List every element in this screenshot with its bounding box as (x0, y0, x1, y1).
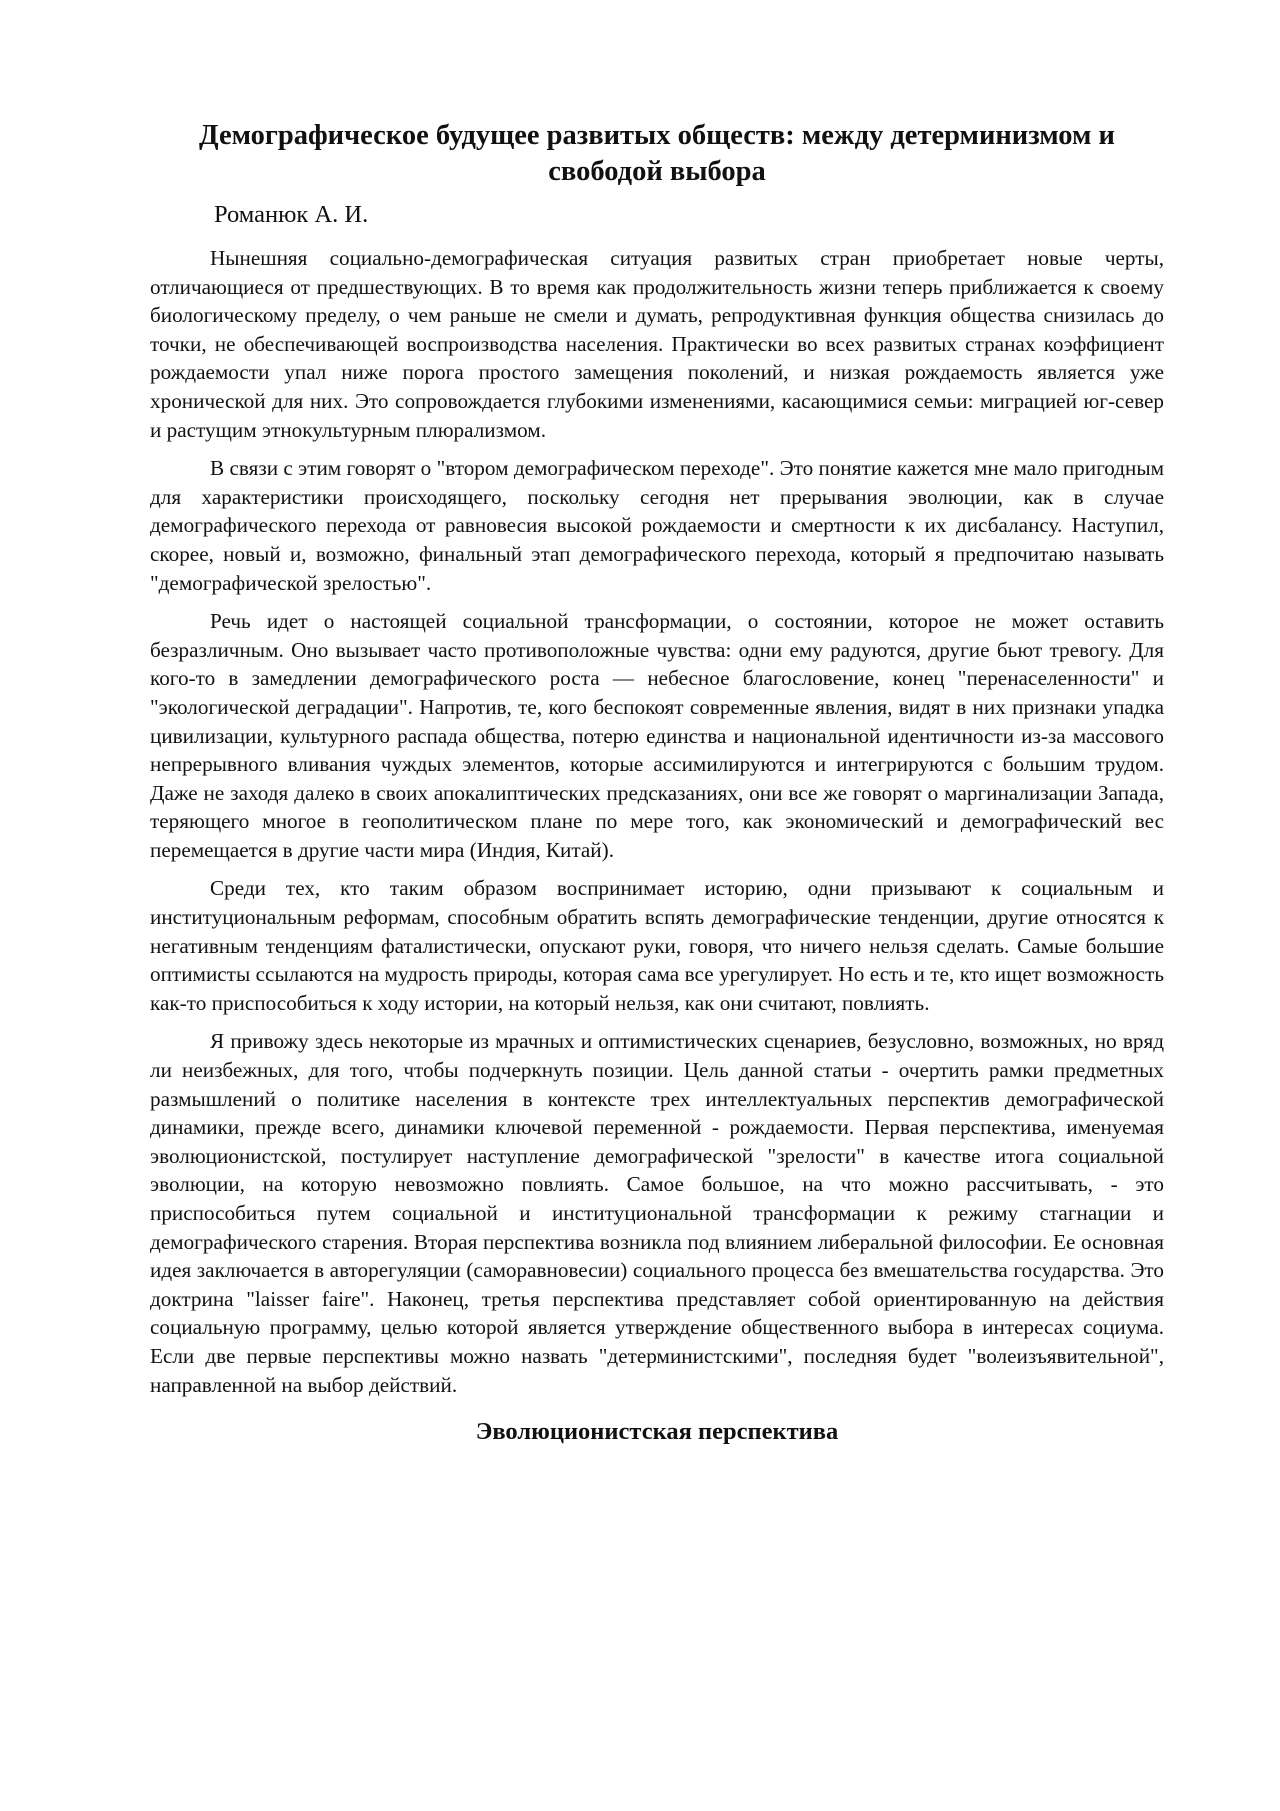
paragraph-3: Речь идет о настоящей социальной трансформации, о состоянии, которое не может оставить безразличным. Оно вызывает часто противоположные чувства: одни ему радуются, другие бьют тревогу. Для кого-то в замедлении демографического роста — небесное благословение, конец "перенаселенности" и "экологической деградации". Напротив, те, кого беспокоят современные явления, видят в них признаки упадка цивилизации, культурного распада общества, потерю единства и национальной идентичности из-за массового непрерывного вливания чуждых элементов, которые ассимилируются и интегрируются с большим трудом. Даже не заходя далеко в своих апокалиптических предсказаниях, они все же говорят о маргинализации Запада, теряющего многое в геополитическом плане по мере того, как экономический и демографический вес перемещается в другие части мира (Индия, Китай). (150, 609, 1164, 862)
paragraph-1: Нынешняя социально-демографическая ситуация развитых стран приобретает новые черты, отличающиеся от предшествующих. В то время как продолжительность жизни теперь приближается к своему биологическому пределу, о чем раньше не смели и думать, репродуктивная функция общества снизилась до точки, не обеспечивающей воспроизводства населения. Практически во всех развитых странах коэффициент рождаемости упал ниже порога простого замещения поколений, и низкая рождаемость является уже хронической для них. Это сопровождается глубокими изменениями, касающимися семьи: миграцией юг-север и растущим этнокультурным плюрализмом. (150, 246, 1164, 442)
document-author: Романюк А. И. (214, 201, 369, 228)
paragraph-5: Я привожу здесь некоторые из мрачных и оптимистических сценариев, безусловно, возможных, но вряд ли неизбежных, для того, чтобы подчеркнуть позиции. Цель данной статьи - очертить рамки предметных размышлений о политике населения в контексте трех интеллектуальных перспектив демографической динамики, прежде всего, динамики ключевой переменной - рождаемости. Первая перспектива, именуемая эволюционистской, постулирует наступление демографической "зрелости" в качестве итога социальной эволюции, на которую невозможно повлиять. Самое большое, на что можно рассчитывать, - это приспособиться путем социальной и институциональной трансформации к режиму стагнации и демографического старения. Вторая перспектива возникла под влиянием либеральной философии. Ее основная идея заключается в авторегуляции (саморавновесии) социального процесса без вмешательства государства. Это доктрина "laisser faire". Наконец, третья перспектива представляет собой ориентированную на действия социальную программу, целью которой является утверждение общественного выбора в интересах социума. Если две первые перспективы можно назвать "детерминистскими", последняя будет "волеизъявительной", направленной на выбор действий. (150, 1029, 1164, 1397)
document-page (150, 118, 1164, 1449)
paragraph-4: Среди тех, кто таким образом воспринимает историю, одни призывают к социальным и институциональным реформам, способным обратить вспять демографические тенденции, другие относятся к негативным тенденциям фаталистически, опускают руки, говоря, что ничего нельзя сделать. Самые большие оптимисты ссылаются на мудрость природы, которая сама все урегулирует. Но есть и те, кто ищет возможность как-то приспособиться к ходу истории, на который нельзя, как они считают, повлиять. (150, 876, 1164, 1015)
paragraph-2: В связи с этим говорят о "втором демографическом переходе". Это понятие кажется мне мало пригодным для характеристики происходящего, поскольку сегодня нет прерывания эволюции, как в случае демографического перехода от равновесия высокой рождаемости и смертности к их дисбалансу. Наступил, скорее, новый и, возможно, финальный этап демографического перехода, который я предпочитаю называть "демографической зрелостью". (150, 456, 1164, 595)
document-title: Демографическое будущее развитых обществ: между детерминизмом и свободой выбора (199, 120, 1115, 187)
section-heading: Эволюционистская перспектива (475, 1418, 839, 1446)
